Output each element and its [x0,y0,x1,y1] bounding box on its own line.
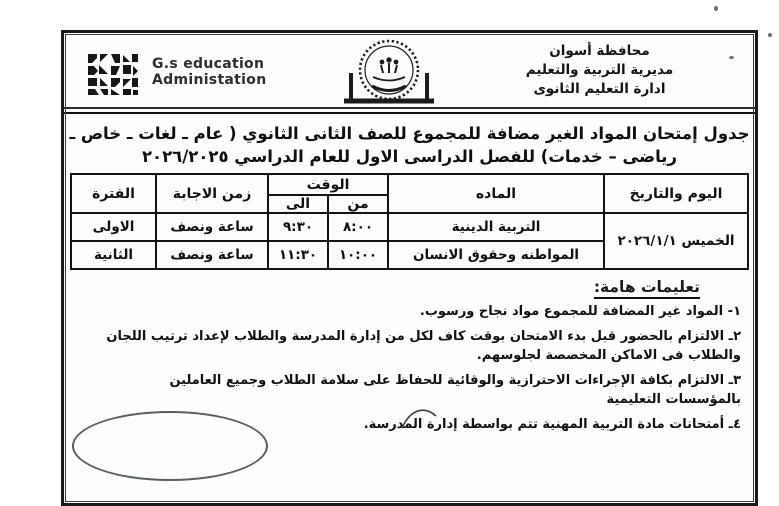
title-line1: جدول إمتحان المواد الغير مضافة للمجموع للصف الثانى الثانوي ( عام ـ لغات ـ خاص ـ [69,124,750,143]
subject-cell: التربية الدينية [388,213,604,241]
time-from-cell: ١٠:٠٠ [328,241,388,269]
col-header-period: الفترة [71,174,156,213]
period-cell: الثانية [71,241,156,269]
title-line2: رياضى – خدمات) للفصل الدراسى الاول للعام الدراسي ٢٠٢٦/٢٠٢٥ [141,147,678,166]
exam-date-cell: الخميس ٢٠٢٦/١/١ [604,213,748,269]
col-header-subject: الماده [388,174,604,213]
oval-stamp-outline-icon [72,411,268,481]
org-en-line2: Administation [152,72,267,88]
instructions-heading: تعليمات هامة: [594,278,700,299]
org-ar-line1: محافظة أسوان [549,43,650,59]
ministry-stamp-icon [336,37,442,107]
document-header [64,33,755,106]
instruction-item-2: ٢ـ الالتزام بالحضور قبل بدء الامتحان بوقت كاف لكل من إدارة المدرسة والطلاب لإعداد ترتيب اللجان والطلاب فى الاماكن المخصصة لجلوسهم. [106,329,741,363]
col-header-time: الوقت [268,174,388,195]
org-ar-line2: مديرية التربية والتعليم [525,62,674,78]
instruction-item-3: ٣ـ الالتزام بكافة الإجراءات الاحترازية والوقائية للحفاظ على سلامة الطلاب وجميع العاملين بالمؤسسات التعليمية [169,373,741,407]
instruction-item-4: ٤ـ أمتحانات مادة التربية المهنية تتم بواسطة إدارة المدرسة. [363,417,741,432]
table-row [71,213,748,241]
org-ar-line3: ادارة التعليم الثانوى [533,81,666,97]
instructions-heading-wrap [64,270,755,299]
time-from-cell: ٨:٠٠ [328,213,388,241]
scan-speck [714,6,718,11]
subject-cell: المواطنه وحقوق الانسان [388,241,604,269]
scan-speck [768,33,772,37]
org-en-line1: G.s education [152,56,265,72]
time-to-cell: ١١:٣٠ [268,241,328,269]
col-header-duration: زمن الاجابة [156,174,268,213]
period-cell: الاولى [71,213,156,241]
instruction-item-1: ١- المواد غير المضافة للمجموع مواد نجاح ورسوب. [419,304,741,319]
handwritten-tick-icon [396,402,444,432]
header-separator-double-line [64,107,755,114]
education-administration-name-en [152,56,266,88]
duration-cell: ساعة ونصف [156,241,268,269]
duration-cell: ساعة ونصف [156,213,268,241]
col-header-time-to: الى [268,195,328,213]
col-header-time-from: من [328,195,388,213]
governorate-directorate-name-ar [492,42,707,99]
ornament-pattern-icon [86,53,140,99]
exam-schedule-table [70,173,749,270]
time-to-cell: ٩:٣٠ [268,213,328,241]
document-title [64,114,755,168]
scan-speck [729,56,734,59]
col-header-day-date: اليوم والتاريخ [604,174,748,213]
